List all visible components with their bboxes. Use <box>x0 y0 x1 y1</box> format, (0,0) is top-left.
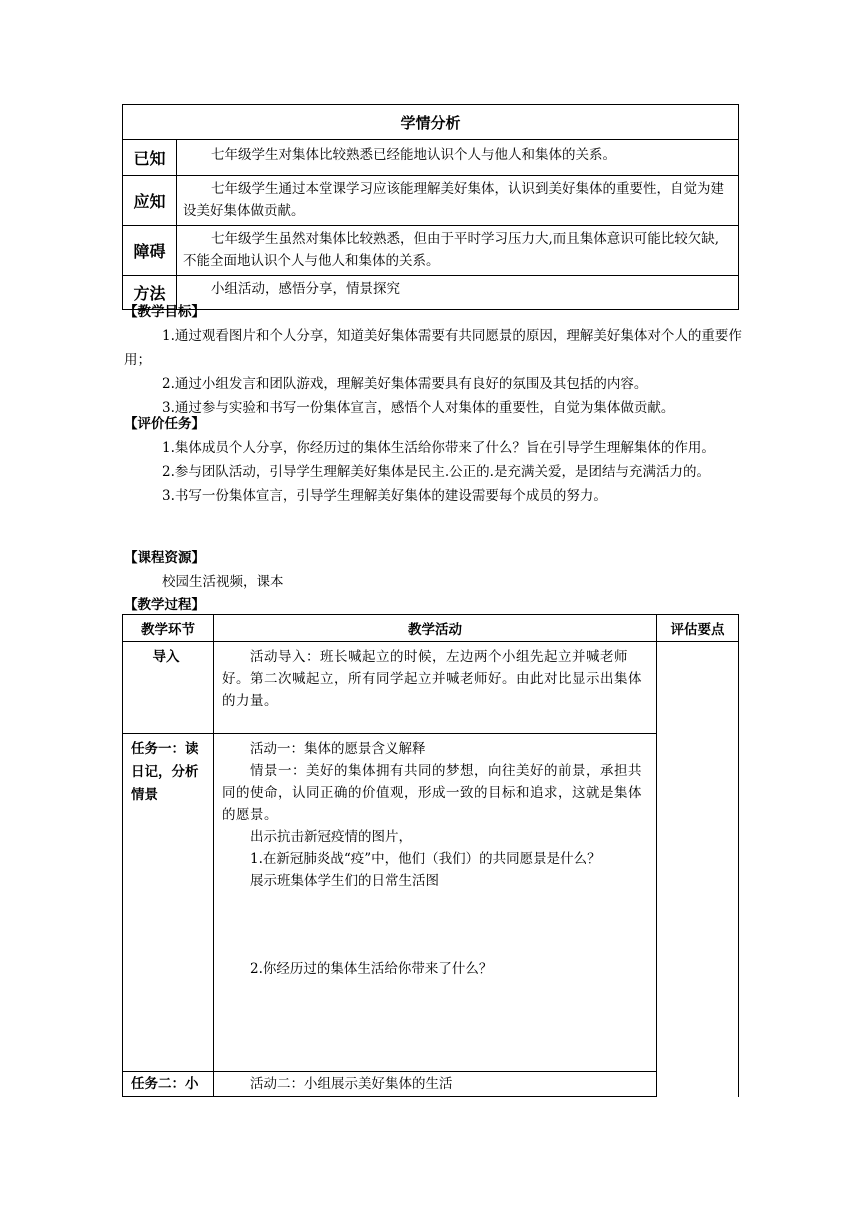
activity-line: 展示班集体学生们的日常生活图 <box>250 873 439 889</box>
stage-cell: 导入 <box>123 642 214 734</box>
objectives-heading: 【教学目标】 <box>124 304 205 320</box>
activity-line: 1.在新冠肺炎战“疫”中，他们（我们）的共同愿景是什么？ <box>250 851 601 867</box>
assessment-cell <box>657 642 739 1097</box>
objective-item: 1.通过观看图片和个人分享，知道美好集体需要有共同愿景的原因，理解美好集体对个人的重要作用； <box>124 328 742 368</box>
activity-line: 2.你经历过的集体生活给你带来了什么？ <box>250 961 493 977</box>
evaluation-item: 2.参与团队活动，引导学生理解美好集体是民主.公正的.是充满关爱，是团结与充满活力的。 <box>162 464 710 480</box>
analysis-label-method: 方法 <box>123 276 177 310</box>
analysis-table <box>122 104 739 310</box>
objectives-section <box>124 300 744 420</box>
process-table <box>122 614 739 1097</box>
resources-section <box>124 546 744 594</box>
evaluation-heading: 【评价任务】 <box>124 416 205 432</box>
process-heading: 【教学过程】 <box>124 597 205 613</box>
stage-cell: 任务一：读日记，分析情景 <box>123 734 214 1072</box>
evaluation-item: 1.集体成员个人分享，你经历过的集体生活给你带来了什么？旨在引导学生理解集体的作用。 <box>162 440 715 456</box>
table-row <box>123 642 739 734</box>
table-row <box>123 734 739 1072</box>
objective-item: 2.通过小组发言和团队游戏，理解美好集体需要具有良好的氛围及其包括的内容。 <box>162 376 648 392</box>
column-header-activity: 教学活动 <box>214 615 657 642</box>
analysis-text-should-know: 七年级学生通过本堂课学习应该能理解美好集体，认识到美好集体的重要性，自觉为建设美好集体做贡献。 <box>177 176 739 226</box>
resources-text: 校园生活视频，课本 <box>162 574 284 590</box>
activity-line: 出示抗击新冠疫情的图片， <box>250 829 412 845</box>
objective-item: 3.通过参与实验和书写一份集体宣言，感悟个人对集体的重要性，自觉为集体做贡献。 <box>162 400 675 416</box>
table-row <box>123 1072 739 1097</box>
analysis-label-known: 已知 <box>123 140 177 176</box>
analysis-label-obstacle: 障碍 <box>123 226 177 276</box>
activity-line: 活动导入：班长喊起立的时候，左边两个小组先起立并喊老师好。第二次喊起立，所有同学起立并喊老师好。由此对比显示出集体的力量。 <box>222 649 642 709</box>
column-header-assessment: 评估要点 <box>657 615 739 642</box>
column-header-stage: 教学环节 <box>123 615 214 642</box>
activity-cell <box>214 642 657 734</box>
analysis-text-known: 七年级学生对集体比较熟悉已经能地认识个人与他人和集体的关系。 <box>177 140 739 176</box>
activity-line: 活动一：集体的愿景含义解释 <box>250 741 426 757</box>
stage-cell: 任务二：小 <box>123 1072 214 1097</box>
analysis-title: 学情分析 <box>123 105 739 140</box>
activity-cell <box>214 734 657 1072</box>
evaluation-section <box>124 412 744 508</box>
activity-line: 活动二：小组展示美好集体的生活 <box>250 1076 453 1092</box>
analysis-text-method: 小组活动，感悟分享，情景探究 <box>177 276 739 310</box>
resources-heading: 【课程资源】 <box>124 550 205 566</box>
analysis-label-should-know: 应知 <box>123 176 177 226</box>
activity-line: 情景一：美好的集体拥有共同的梦想，向往美好的前景，承担共同的使命，认同正确的价值观，形成一致的目标和追求，这就是集体的愿景。 <box>222 763 642 823</box>
evaluation-item: 3.书写一份集体宣言，引导学生理解美好集体的建设需要每个成员的努力。 <box>162 488 607 504</box>
activity-cell <box>214 1072 657 1097</box>
analysis-text-obstacle: 七年级学生虽然对集体比较熟悉，但由于平时学习压力大,而且集体意识可能比较欠缺,不能全面地认识个人与他人和集体的关系。 <box>177 226 739 276</box>
